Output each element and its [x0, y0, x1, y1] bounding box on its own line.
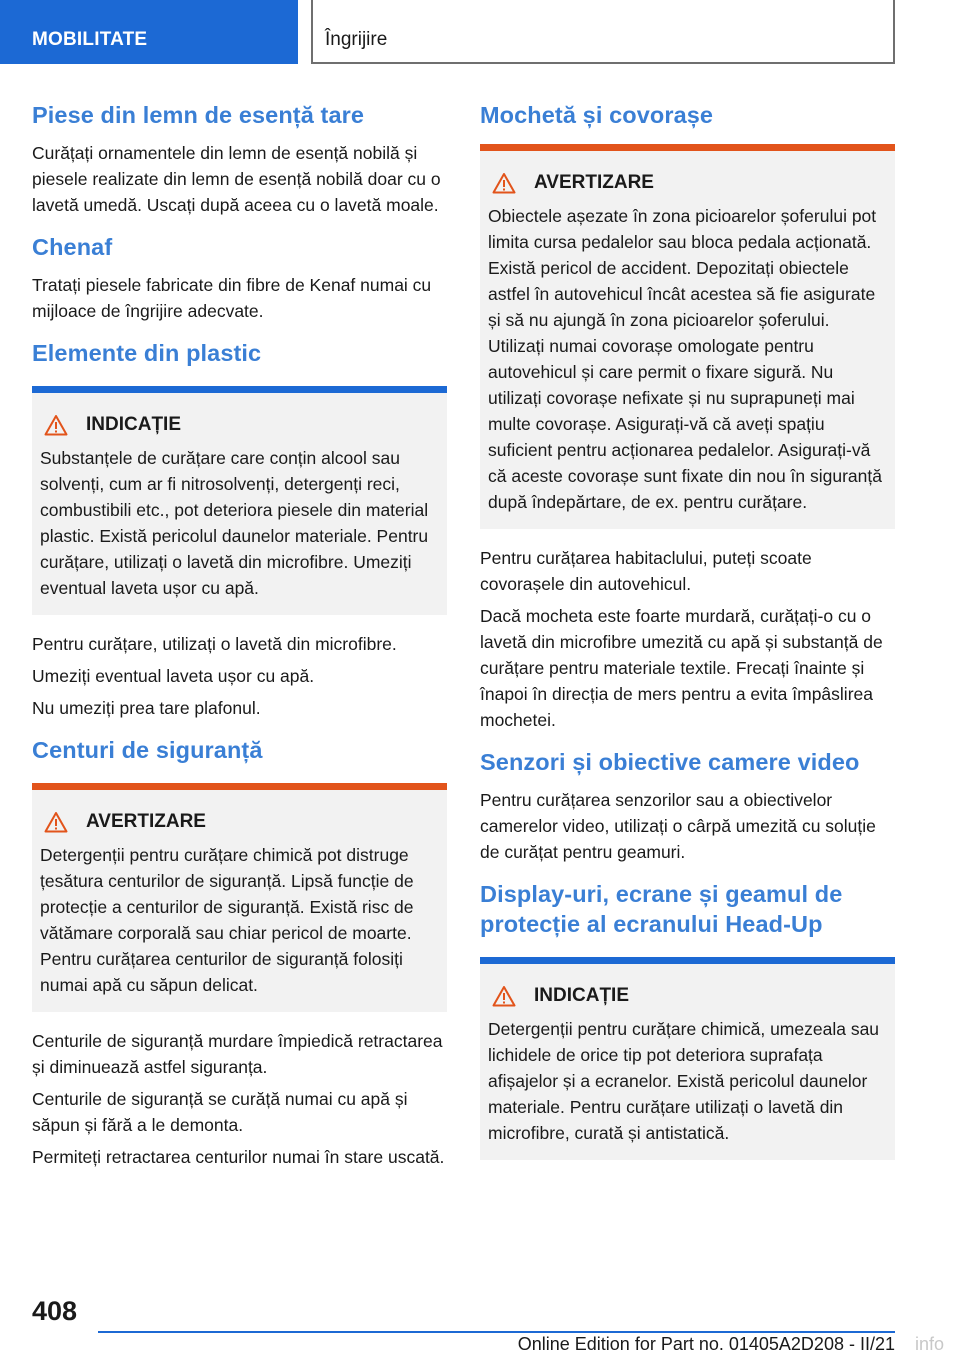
sensors-heading: Senzori și obiective camere video [480, 749, 860, 775]
wood-heading: Piese din lemn de esență tare [32, 102, 365, 128]
watermark-text: info [914, 1334, 944, 1354]
belts-p2: Centurile de siguranță se curăță numai cu apă și săpun și fără a le demonta. [32, 1089, 408, 1135]
belts-section [32, 735, 447, 1170]
plastic-section [32, 338, 447, 721]
warning-label: AVERTIZARE [86, 811, 206, 832]
sensors-section [480, 747, 895, 865]
edition-text: Online Edition for Part no. 01405A2D208 - II/21 [517, 1334, 895, 1354]
chapter-label: Îngrijire [325, 29, 388, 50]
notice-label: INDICAȚIE [534, 985, 629, 1006]
warning-text: Detergenții pentru curățare chimică pot distruge țesătura centurilor de siguranță. Lipsă funcție de protecție a centurilor de siguranță. Există risc de vătămare corporală sau chiar pericol de moarte. Pentru curățarea centurilor de siguranță folosiți numai apă cu săpun delicat. [40, 845, 414, 995]
wood-section [32, 100, 447, 218]
plastic-p2: Umeziți eventual laveta ușor cu apă. [32, 666, 315, 686]
warning-label: AVERTIZARE [534, 172, 654, 193]
displays-notice-box [480, 957, 895, 1160]
section-label: MOBILITATE [32, 29, 148, 50]
notice-text: Detergenții pentru curățare chimică, umezeala sau lichidele de orice tip pot deteriora suprafața afișajelor și a ecranelor. Există pericolul daunelor materiale. Pentru curățare utilizați o lavetă din microfibre, curată și antistatică. [488, 1019, 880, 1143]
notice-title [488, 982, 887, 1010]
belts-heading: Centuri de siguranță [32, 737, 263, 763]
notice-label: INDICAȚIE [86, 414, 181, 435]
carpet-warning-box [480, 144, 895, 529]
warning-triangle-icon [492, 985, 516, 1007]
left-column [32, 100, 447, 1182]
plastic-notice-box [32, 386, 447, 615]
belts-warning-box [32, 783, 447, 1012]
chapter-header [311, 0, 895, 64]
plastic-heading: Elemente din plastic [32, 340, 262, 366]
warning-title [40, 808, 439, 836]
plastic-p3: Nu umeziți prea tare plafonul. [32, 698, 261, 718]
warning-title [488, 169, 887, 197]
section-tab [0, 0, 298, 64]
kenaf-section [32, 232, 447, 324]
belts-p3: Permiteți retractarea centurilor numai în stare uscată. [32, 1147, 445, 1167]
carpet-p2: Dacă mocheta este foarte murdară, curățați-o cu o lavetă din microfibre umezită cu apă și substanță de curățare pentru materiale textile. Frecați înainte și înapoi în direcția de mers pentru a evita împâslirea mochetei. [480, 606, 883, 730]
plastic-p1: Pentru curățare, utilizați o lavetă din microfibre. [32, 634, 397, 654]
carpet-section [480, 100, 895, 733]
page-number: 408 [32, 1296, 78, 1326]
warning-text: Obiectele așezate în zona picioarelor șoferului pot limita cursa pedalelor sau bloca pedala acționată. Există pericol de accident. Depozitați obiectele astfel în autovehicul încât acestea să fie asigurate și să nu ajungă în zona picioarelor șoferului. Utilizați numai covorașe omologate pentru autovehicul și care permit o fixare sigură. Nu utilizați covorașe nefixate și nu suprapuneți mai multe covorașe. Asigurați-vă că aveți spațiu suficient pentru acționarea pedalelor. Asigurați-vă că aceste covorașe sunt fixate din nou în siguranță după îndepărtare, de ex. pentru curățare. [488, 206, 882, 512]
notice-text: Substanțele de curățare care conțin alcool sau solvenți, cum ar fi nitrosolvenți, detergenți reci, combustibili etc., pot deteriora piesele din material plastic. Există pericolul daunelor materiale. Pentru curățare, utilizați o lavetă din microfibre. Umeziți eventual laveta ușor cu apă. [40, 448, 429, 598]
warning-triangle-icon [44, 414, 68, 436]
kenaf-text: Tratați piesele fabricate din fibre de Kenaf numai cu mijloace de îngrijire adecvate. [32, 275, 432, 321]
displays-section [480, 879, 895, 1160]
warning-triangle-icon [492, 172, 516, 194]
belts-p1: Centurile de siguranță murdare împiedică retractarea și diminuează astfel siguranța. [32, 1031, 443, 1077]
displays-heading: Display-uri, ecrane și geamul de protecție al ecranului Head-Up [480, 881, 843, 937]
carpet-heading: Mochetă și covorașe [480, 102, 714, 128]
right-column [480, 100, 895, 1176]
sensors-text: Pentru curățarea senzorilor sau a obiectivelor camerelor video, utilizați o cârpă umezită cu soluție de curățat pentru geamuri. [480, 790, 876, 862]
wood-text: Curățați ornamentele din lemn de esență nobilă și piesele realizate din lemn de esență nobilă doar cu o lavetă umedă. Uscați după aceea cu o lavetă moale. [32, 143, 441, 215]
carpet-p1: Pentru curățarea habitaclului, puteți scoate covorașele din autovehicul. [480, 548, 812, 594]
kenaf-heading: Chenaf [32, 234, 113, 260]
notice-title [40, 411, 439, 439]
warning-triangle-icon [44, 811, 68, 833]
